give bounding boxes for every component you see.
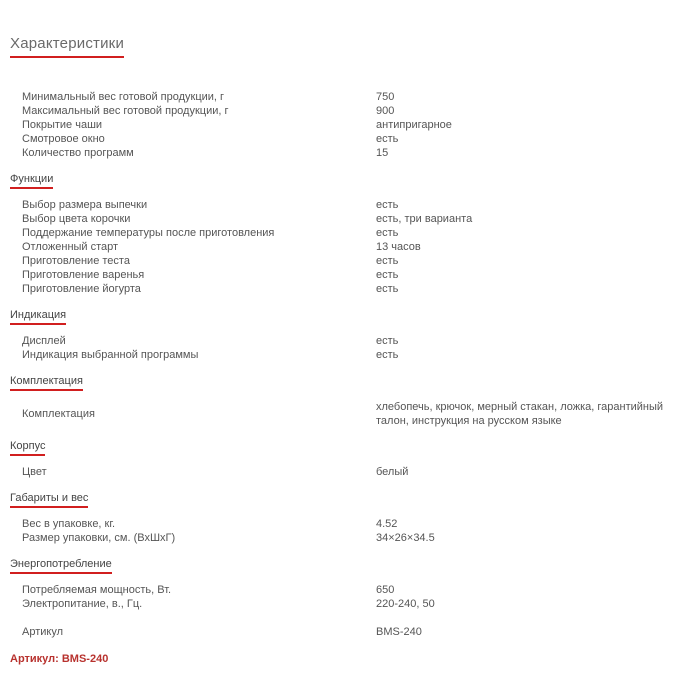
- spec-label: Артикул: [22, 626, 64, 638]
- section-title-body: Корпус: [10, 440, 45, 456]
- spec-value-line-2: талон, инструкция на русском языке: [376, 415, 562, 427]
- spec-value: 900: [376, 105, 395, 117]
- section-title-dimensions: Габариты и вес: [10, 492, 88, 508]
- spec-label: Приготовление теста: [22, 255, 130, 267]
- spec-label: Количество программ: [22, 147, 134, 159]
- spec-label: Выбор цвета корочки: [22, 213, 131, 225]
- spec-label: Приготовление варенья: [22, 269, 145, 281]
- spec-value: 15: [376, 147, 389, 159]
- spec-row: [0, 400, 700, 428]
- spec-label: Выбор размера выпечки: [22, 199, 148, 211]
- spec-value: 220-240, 50: [376, 598, 435, 610]
- spec-label: Смотровое окно: [22, 133, 105, 145]
- spec-label: Минимальный вес готовой продукции, г: [22, 91, 225, 103]
- spec-value: BMS-240: [376, 626, 422, 638]
- spec-value: есть: [376, 227, 399, 239]
- page-title: Характеристики: [10, 35, 124, 58]
- spec-label: Приготовление йогурта: [22, 283, 141, 295]
- spec-value-line-1: хлебопечь, крючок, мерный стакан, ложка, гарантийный: [376, 401, 664, 413]
- spec-value: есть: [376, 335, 399, 347]
- article-number: Артикул: BMS-240: [10, 653, 109, 665]
- spec-value: есть: [376, 269, 399, 281]
- section-title-package: Комплектация: [10, 375, 83, 391]
- spec-value: антипригарное: [376, 119, 452, 131]
- spec-value: 750: [376, 91, 395, 103]
- spec-label: Поддержание температуры после приготовления: [22, 227, 275, 239]
- spec-label: Потребляемая мощность, Вт.: [22, 584, 172, 596]
- spec-value: есть: [376, 199, 399, 211]
- section-title-power: Энергопотребление: [10, 558, 112, 574]
- spec-value: есть: [376, 255, 399, 267]
- spec-label: Покрытие чаши: [22, 119, 103, 131]
- section-title-functions: Функции: [10, 173, 53, 189]
- spec-label: Индикация выбранной программы: [22, 349, 199, 361]
- spec-label: Электропитание, в., Гц.: [22, 598, 143, 610]
- spec-value: 34×26×34.5: [376, 532, 435, 544]
- spec-value: есть: [376, 283, 399, 295]
- spec-value: белый: [376, 466, 409, 478]
- spec-value: есть: [376, 349, 399, 361]
- spec-label: Цвет: [22, 466, 47, 478]
- spec-value: есть: [376, 133, 399, 145]
- spec-label: Размер упаковки, см. (ВхШхГ): [22, 532, 176, 544]
- spec-value: 650: [376, 584, 395, 596]
- spec-label: Вес в упаковке, кг.: [22, 518, 116, 530]
- spec-value: есть, три варианта: [376, 213, 473, 225]
- spec-value: 4.52: [376, 518, 398, 530]
- spec-value: 13 часов: [376, 241, 421, 253]
- spec-label: Дисплей: [22, 335, 66, 347]
- spec-label: Отложенный старт: [22, 241, 119, 253]
- spec-label: Максимальный вес готовой продукции, г: [22, 105, 229, 117]
- section-title-indication: Индикация: [10, 309, 66, 325]
- spec-label: Комплектация: [22, 408, 95, 420]
